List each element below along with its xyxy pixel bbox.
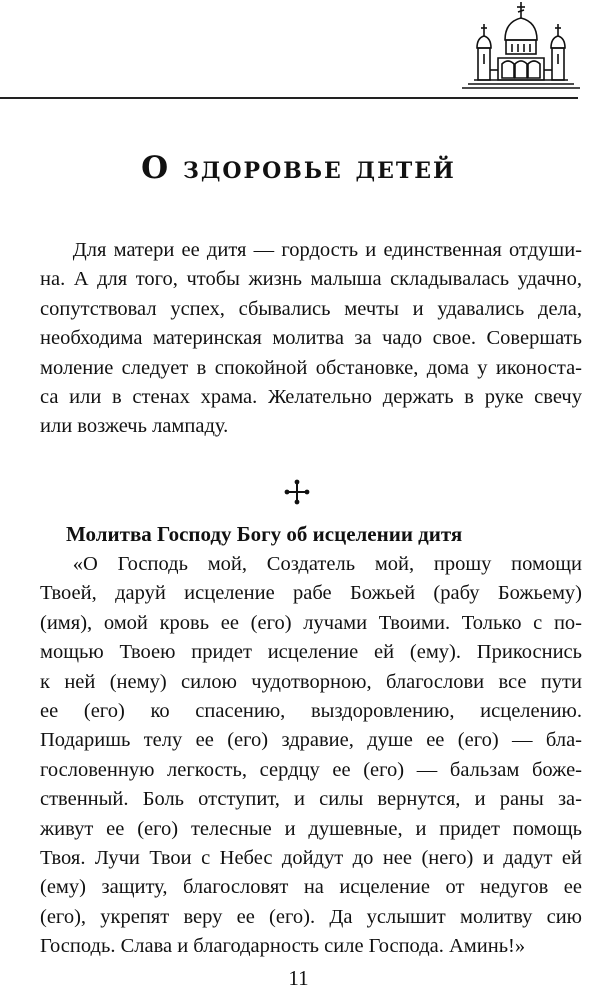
text-line: ственный. Боль отступит, и силы вернутся, и раны за- [40, 788, 582, 811]
text-line: Твоей, даруй исцеление рабе Божьей (рабу Божьему) [40, 582, 582, 605]
prayer-heading: Молитва Господу Богу об исцелении дитя [66, 522, 463, 546]
ornament-cross-icon [283, 478, 311, 506]
text-line: (ему) защиту, благословят на исцеление от недугов ее [40, 876, 582, 899]
text-line: (имя), омой кровь ее (его) лучами Твоими. Только с по- [40, 611, 582, 634]
text-line: Господь. Слава и благодарность силе Господа. Аминь!» [40, 935, 526, 958]
text-line: са или в стенах храма. Желательно держать в руке свечу [40, 386, 582, 409]
text-line: моление следует в спокойной обстановке, дома у иконоста- [40, 356, 582, 379]
text-line: Для матери ее дитя — гордость и единственная отдуши- [72, 239, 582, 261]
text-line: мощью Твоею придет исцеление ей (ему). Прикоснись [40, 641, 582, 664]
text-line: «О Господь мой, Создатель мой, прошу помощи [72, 553, 582, 575]
page-title: О здоровье детей [141, 150, 456, 186]
text-line: сопутствовал успех, сбывались мечты и удавались дела, [40, 297, 582, 320]
prayer-text [40, 550, 582, 962]
cathedral-icon [462, 0, 580, 98]
text-line: Твоя. Лучи Твои с Небес дойдут до нее (него) и дадут ей [40, 847, 582, 870]
text-line: (его), укрепят веру ее (его). Да услышит молитву сию [40, 905, 582, 928]
text-line: Подаришь телу ее (его) здравие, душе ее (его) — бла- [40, 729, 582, 752]
page-number: 11 [288, 966, 309, 990]
intro-paragraph [40, 236, 582, 442]
text-line: на. А для того, чтобы жизнь малыша складывалась удачно, [40, 268, 582, 291]
text-line: необходима материнская молитва за чадо свое. Совершать [40, 327, 582, 350]
text-line: к ней (нему) силою чудотворною, благослови все пути [40, 670, 582, 693]
text-line: гословенную легкость, сердцу ее (его) — бальзам боже- [40, 758, 582, 781]
text-line: ее (его) ко спасению, выздоровлению, исцелению. [40, 700, 582, 723]
text-line: или возжечь лампаду. [40, 415, 229, 438]
text-line: живут ее (его) телесные и душевные, и придет помощь [40, 817, 582, 840]
